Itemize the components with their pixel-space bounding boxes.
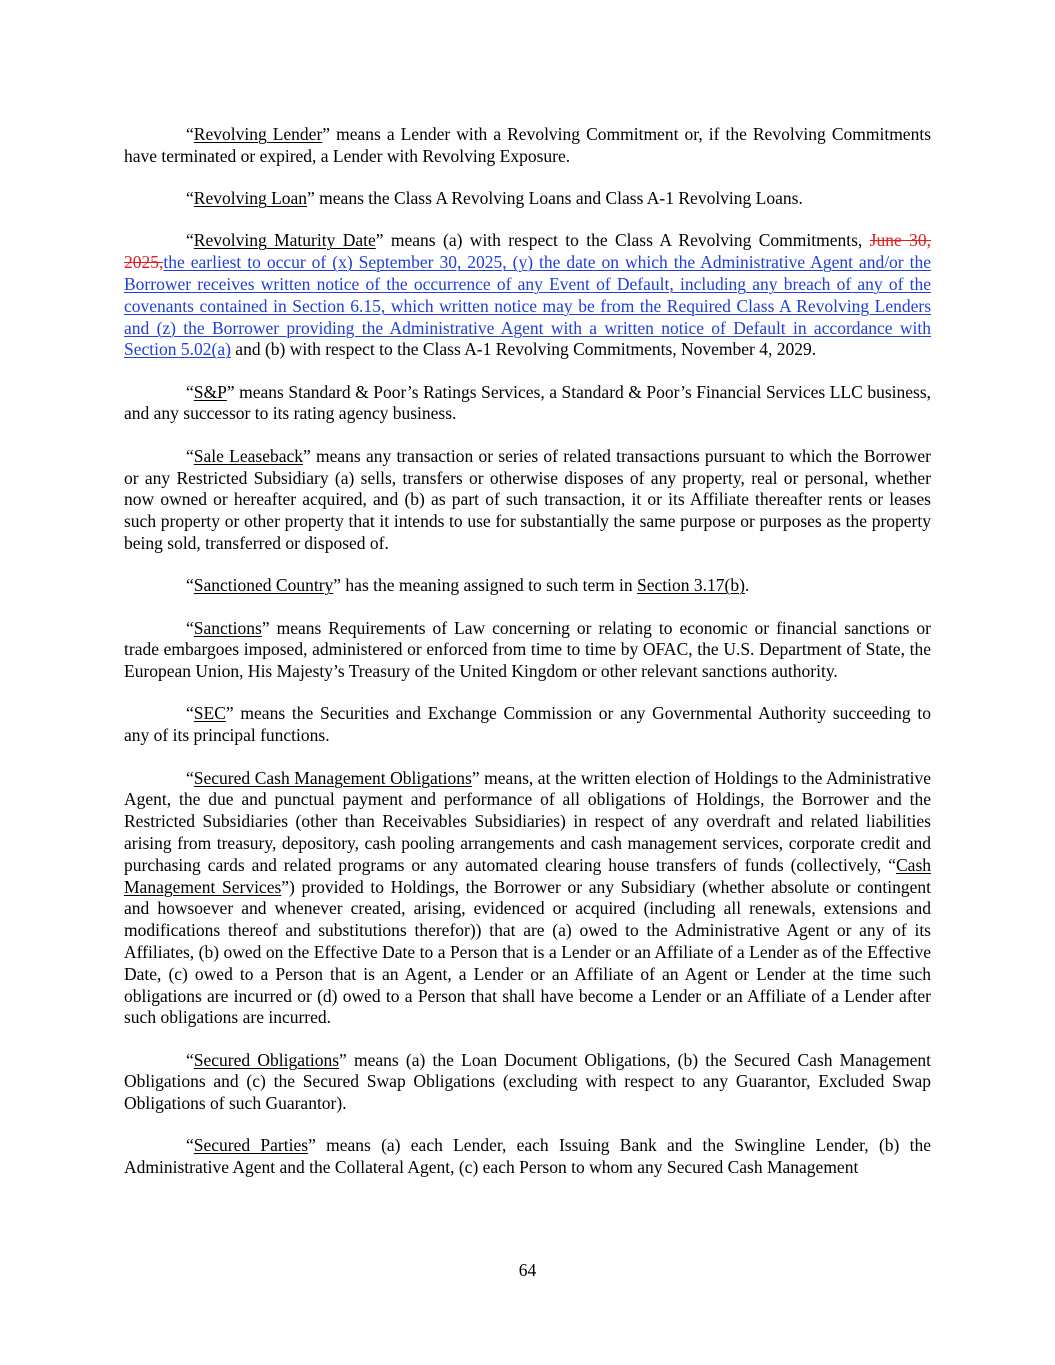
deleted-text: June 30, 2025,	[124, 230, 931, 273]
definition-revolving-maturity-date	[124, 230, 931, 361]
definition-secured-parties	[124, 1135, 931, 1179]
page-number: 64	[518, 1260, 537, 1280]
definition-s-and-p	[124, 382, 931, 426]
defined-term: Secured Cash Management Obligations	[193, 767, 472, 788]
definition-body-after: and (b) with respect to the Class A-1 Revolving Commitments, November 4, 2029.	[230, 339, 817, 360]
defined-term: Sanctions	[193, 617, 262, 638]
open-quote: “	[186, 767, 194, 788]
open-quote: “	[186, 188, 194, 209]
defined-term: Revolving Loan	[193, 188, 308, 209]
definition-body: ” means any transaction or series of related transactions pursuant to which the Borrower or any Restricted Subsidiary (a) sells, transfers or otherwise disposes of any property, real or personal, whether now owned or hereafter acquired, and (b) as part of such transaction, it or its Affiliate thereafter rents or leases such property or other property that it intends to use for substantially the same purpose or purposes as the property being sold, transferred or disposed of.	[124, 445, 932, 553]
definition-body: ” means a Lender with a Revolving Commitment or, if the Revolving Commitments have terminated or expired, a Lender with Revolving Exposure.	[124, 124, 931, 166]
definition-body-before: ” means (a) with respect to the Class A Revolving Commitments,	[375, 230, 870, 251]
open-quote: “	[186, 381, 194, 402]
open-quote: “	[186, 230, 194, 251]
definition-sanctioned-country	[124, 575, 931, 597]
definition-secured-cash-management-obligations	[124, 768, 931, 1030]
section-reference: Section 3.17(b)	[637, 575, 745, 596]
open-quote: “	[186, 703, 194, 724]
definition-sale-leaseback	[124, 446, 931, 555]
definition-body-before: ” means, at the written election of Holdings to the Administrative Agent, the due and punctual payment and performance of all obligations of Holdings, the Borrower and the Restricted Subsidiaries (other than Receivables Subsidiaries) in respect of any overdraft and related liabilities arising from treasury, depository, cash pooling arrangements and cash management services, corporate credit and purchasing cards and related programs or any automated clearing house transfers of funds (collectively, “	[124, 767, 931, 875]
open-quote: “	[186, 124, 194, 144]
definition-body-after: ”) provided to Holdings, the Borrower or any Subsidiary (whether absolute or contingent and howsoever and whenever created, arising, evidenced or acquired (including all renewals, extensions and modifications thereof and substitutions therefor)) that are (a) owed to the Administrative Agent or any of its Affiliates, (b) owed on the Effective Date to a Person that is a Lender or an Affiliate of a Lender as of the Effective Date, (c) owed to a Person that is an Agent, a Lender or an Affiliate of an Agent or Lender at the time such obligations are incurred or (d) owed to a Person that shall have become a Lender or an Affiliate of a Lender after such obligations are incurred.	[124, 876, 931, 1028]
definition-body: ” means Requirements of Law concerning or relating to economic or financial sanctions or trade embargoes imposed, administered or enforced from time to time by OFAC, the U.S. Department of State, the European Union, His Majesty’s Treasury of the United Kingdom or other relevant sanctions authority.	[124, 617, 931, 682]
definition-revolving-lender	[124, 124, 931, 168]
open-quote: “	[186, 445, 194, 466]
open-quote: “	[186, 575, 194, 596]
defined-term: SEC	[193, 703, 226, 724]
defined-term: Sanctioned Country	[193, 575, 334, 596]
defined-term: Secured Obligations	[193, 1049, 340, 1070]
definition-body: ” means (a) each Lender, each Issuing Bank and the Swingline Lender, (b) the Administrative Agent and the Collateral Agent, (c) each Person to whom any Secured Cash Management	[124, 1135, 932, 1178]
open-quote: “	[186, 1135, 194, 1156]
open-quote: “	[186, 617, 194, 638]
definition-body-after: .	[744, 575, 750, 596]
definition-body-before: ” has the meaning assigned to such term in	[333, 575, 638, 596]
definition-body: ” means Standard & Poor’s Ratings Services, a Standard & Poor’s Financial Services LLC business, and any successor to its rating agency business.	[124, 381, 931, 424]
definition-revolving-loan	[124, 188, 931, 210]
definition-sanctions	[124, 618, 931, 683]
document-page	[124, 124, 931, 1200]
inserted-text: the earliest to occur of (x) September 30, 2025, (y) the date on which the Administrative Agent and/or the Borrower receives written notice of the occurrence of any Event of Default, including any breach of any of the covenants contained in Section 6.15, which written notice may be from the Required Class A Revolving Lenders and (z) the Borrower providing the Administrative Agent with a written notice of Default in accordance with Section 5.02(a)	[124, 252, 931, 360]
defined-term: Revolving Lender	[193, 124, 323, 144]
defined-term: S&P	[193, 381, 227, 402]
definition-body: ” means the Securities and Exchange Commission or any Governmental Authority succeeding to any of its principal functions.	[124, 703, 931, 746]
definition-secured-obligations	[124, 1050, 931, 1115]
defined-term: Secured Parties	[193, 1135, 309, 1156]
defined-term: Revolving Maturity Date	[193, 230, 376, 251]
definition-body: ” means (a) the Loan Document Obligations, (b) the Secured Cash Management Obligations and (c) the Secured Swap Obligations (excluding with respect to any Guarantor, Excluded Swap Obligations of such Guarantor).	[124, 1049, 932, 1114]
open-quote: “	[186, 1049, 194, 1070]
definition-body: ” means the Class A Revolving Loans and Class A-1 Revolving Loans.	[307, 188, 803, 209]
inner-defined-term: Cash Management Services	[124, 854, 931, 897]
definition-sec	[124, 703, 931, 747]
defined-term: Sale Leaseback	[193, 445, 303, 466]
